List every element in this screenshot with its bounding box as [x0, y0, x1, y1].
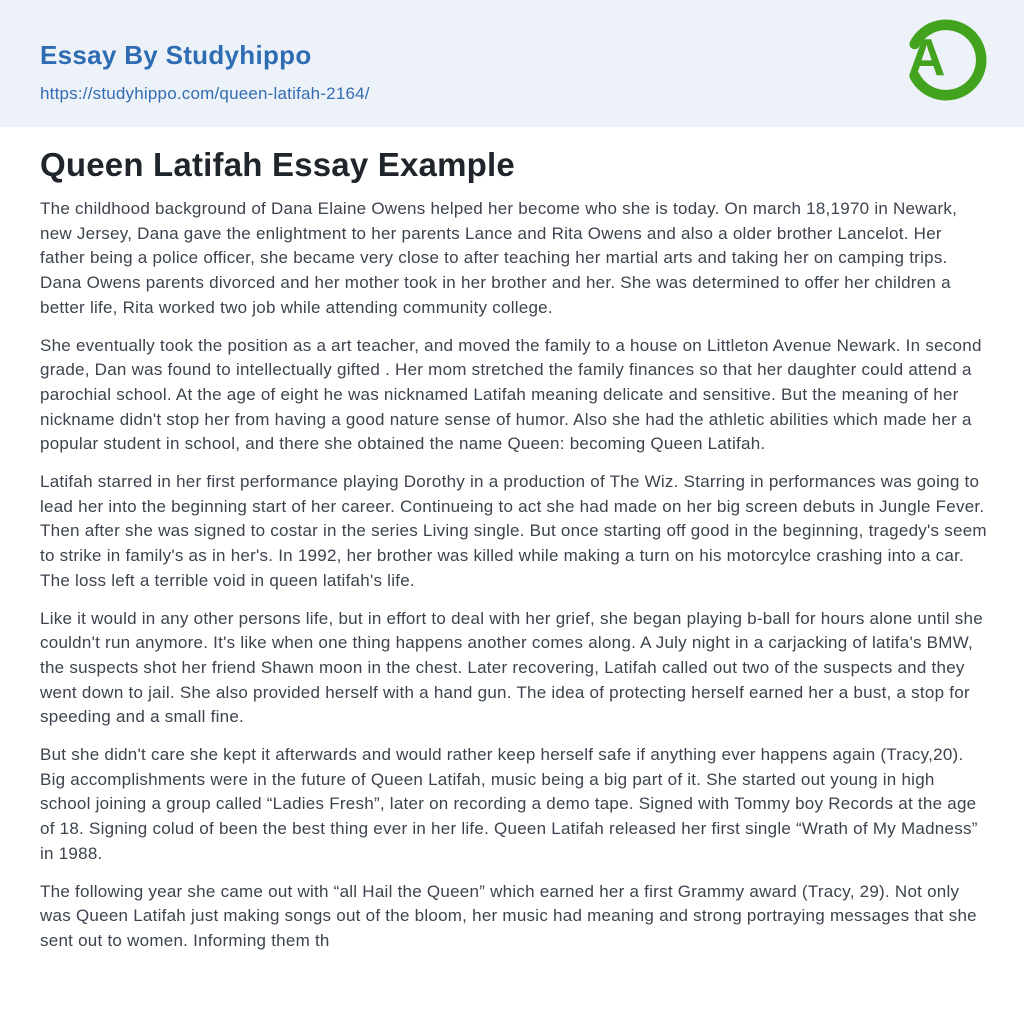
essay-paragraph: Like it would in any other persons life, but in effort to deal with her grief, she began playing b-ball for hours alone until she couldn't run anymore. It's like when one thing happens another comes along. A July night in a carjacking of latifa's BMW, the suspects shot her friend Shawn moon in the chest. Later recovering, Latifah called out two of the suspects and they went down to jail. She also provided herself with a hand gun. The idea of protecting herself earned her a bust, a stop for speeding and a small fine. [40, 608, 983, 727]
header [0, 0, 1024, 127]
essay-paragraph: The childhood background of Dana Elaine Owens helped her become who she is today. On march 18,1970 in Newark, new Jersey, Dana gave the enlightment to her parents Lance and Rita Owens and also a older brother Lancelot. Her father being a police officer, she became very close to after teaching her martial arts and taking her on camping trips. Dana Owens parents divorced and her mother took in her brother and her. She was determined to offer her children a better life, Rita worked two job while attending community college. [40, 199, 958, 317]
essay-paragraph: She eventually took the position as a art teacher, and moved the family to a house on Littleton Avenue Newark. In second grade, Dan was found to intellectually gifted . Her mom stretched the family finances so that her daughter could attend a parochial school. At the age of eight he was nicknamed Latifah meaning delicate and sensitive. But the meaning of her nickname didn't stop her from having a good nature sense of humor. Also she had the athletic abilities which made her a popular student in school, and there she obtained the name Queen: becoming Queen Latifah. [40, 335, 982, 454]
logo-letter: A [907, 28, 946, 87]
essay-paragraph: But she didn't care she kept it afterwards and would rather keep herself safe if anything ever happens again (Tracy,20). Big accomplishments were in the future of Queen Latifah, music being a big part of it. She started out young in high school joining a group called “Ladies Fresh”, later on recording a demo tape. Signed with Tommy boy Records at the age of 18. Signing colud of been the best thing ever in her life. Queen Latifah released her first single “Wrath of My Madness” in 1988. [40, 745, 978, 863]
essay-paragraph: The following year she came out with “all Hail the Queen” which earned her a first Grammy award (Tracy, 29). Not only was Queen Latifah just making songs out of the bloom, her music had meaning and strong portraying messages that she sent out to women. Informing them th [40, 881, 977, 950]
article-body [40, 197, 988, 954]
header-title: Essay By Studyhippo [40, 40, 312, 70]
studyhippo-logo [902, 16, 990, 104]
header-url-link[interactable]: https://studyhippo.com/queen-latifah-2164/ [40, 84, 370, 103]
essay-paragraph: Latifah starred in her first performance playing Dorothy in a production of The Wiz. Starring in performances was going to lead her into the beginning start of her career. Continueing to act she had made on her big screen debuts in Jungle Fever. Then after she was signed to costar in the series Living single. But once starting off good in the beginning, tragedy's seem to strike in family's as in her's. In 1992, her brother was killed while making a turn on his motorcylce crashing into a car. The loss left a terrible void in queen latifah's life. [40, 472, 987, 590]
article [0, 127, 1024, 954]
page-title: Queen Latifah Essay Example [40, 146, 515, 183]
